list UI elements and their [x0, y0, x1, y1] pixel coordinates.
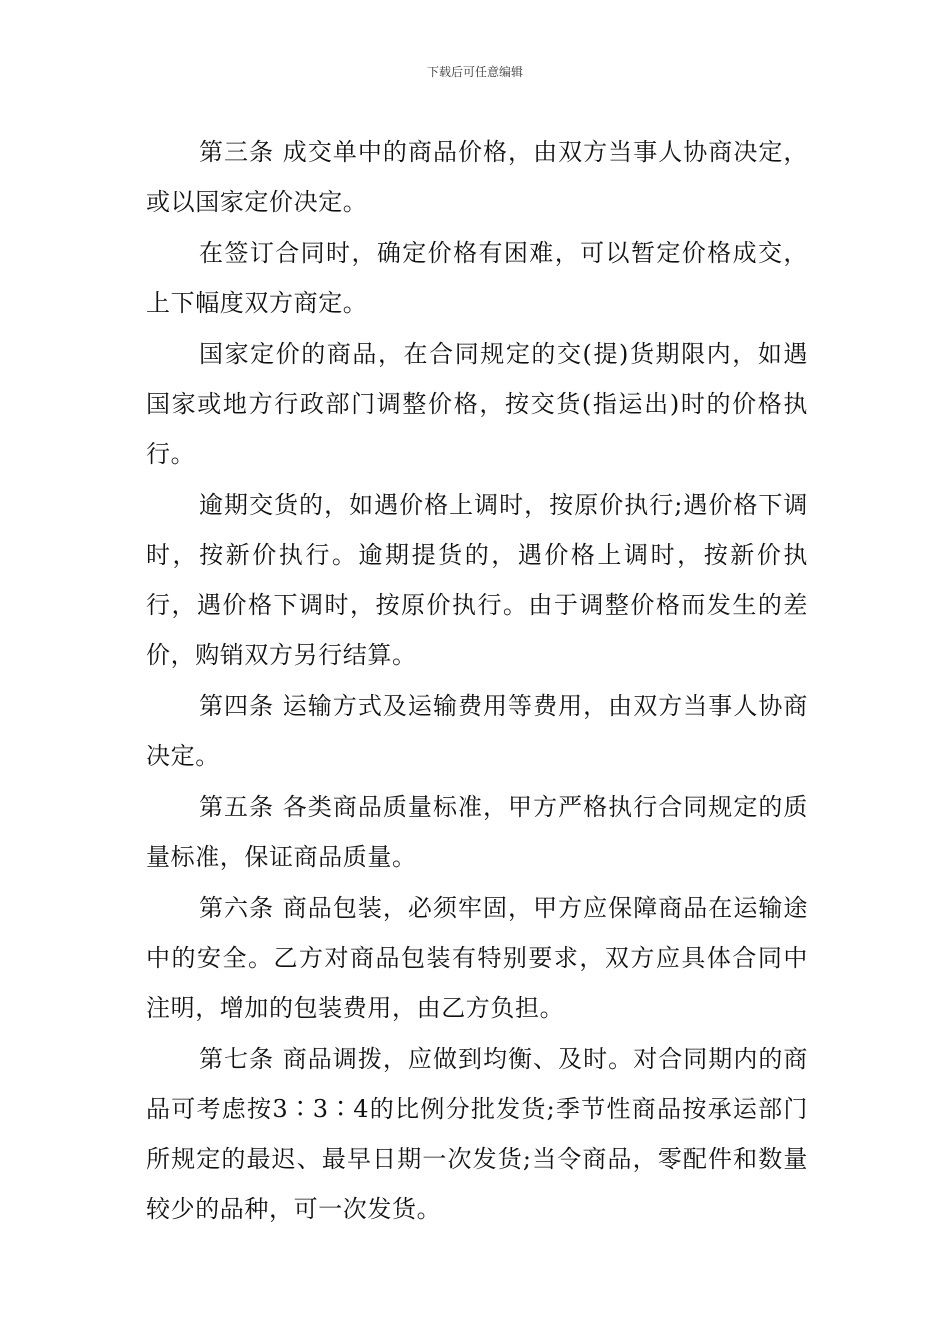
paragraph-article-7: 第七条 商品调拨，应做到均衡、及时。对合同期内的商品可考虑按3∶3∶4的比例分批发货;季节性商品按承运部门所规定的最迟、最早日期一次发货;当令商品，零配件和数量较少的品种，可一次发货。 [146, 1045, 808, 1223]
document-body [146, 127, 808, 1235]
paragraph-state-pricing: 国家定价的商品，在合同规定的交(提)货期限内，如遇国家或地方行政部门调整价格，按交货(指运出)时的价格执行。 [146, 340, 808, 468]
paragraph-article-3: 第三条 成交单中的商品价格，由双方当事人协商决定，或以国家定价决定。 [146, 138, 808, 216]
paragraph-article-4: 第四条 运输方式及运输费用等费用，由双方当事人协商决定。 [146, 692, 808, 770]
page-header: 下载后可任意编辑 [426, 65, 523, 79]
paragraph-article-6: 第六条 商品包装，必须牢固，甲方应保障商品在运输途中的安全。乙方对商品包装有特别要求，双方应具体合同中注明，增加的包装费用，由乙方负担。 [146, 894, 808, 1022]
paragraph-price-provisional: 在签订合同时，确定价格有困难，可以暂定价格成交，上下幅度双方商定。 [146, 239, 808, 317]
paragraph-article-5: 第五条 各类商品质量标准，甲方严格执行合同规定的质量标准，保证商品质量。 [146, 793, 808, 871]
paragraph-overdue-delivery: 逾期交货的，如遇价格上调时，按原价执行;遇价格下调时，按新价执行。逾期提货的，遇价格上调时，按新价执行，遇价格下调时，按原价执行。由于调整价格而发生的差价，购销双方另行结算。 [146, 491, 808, 669]
